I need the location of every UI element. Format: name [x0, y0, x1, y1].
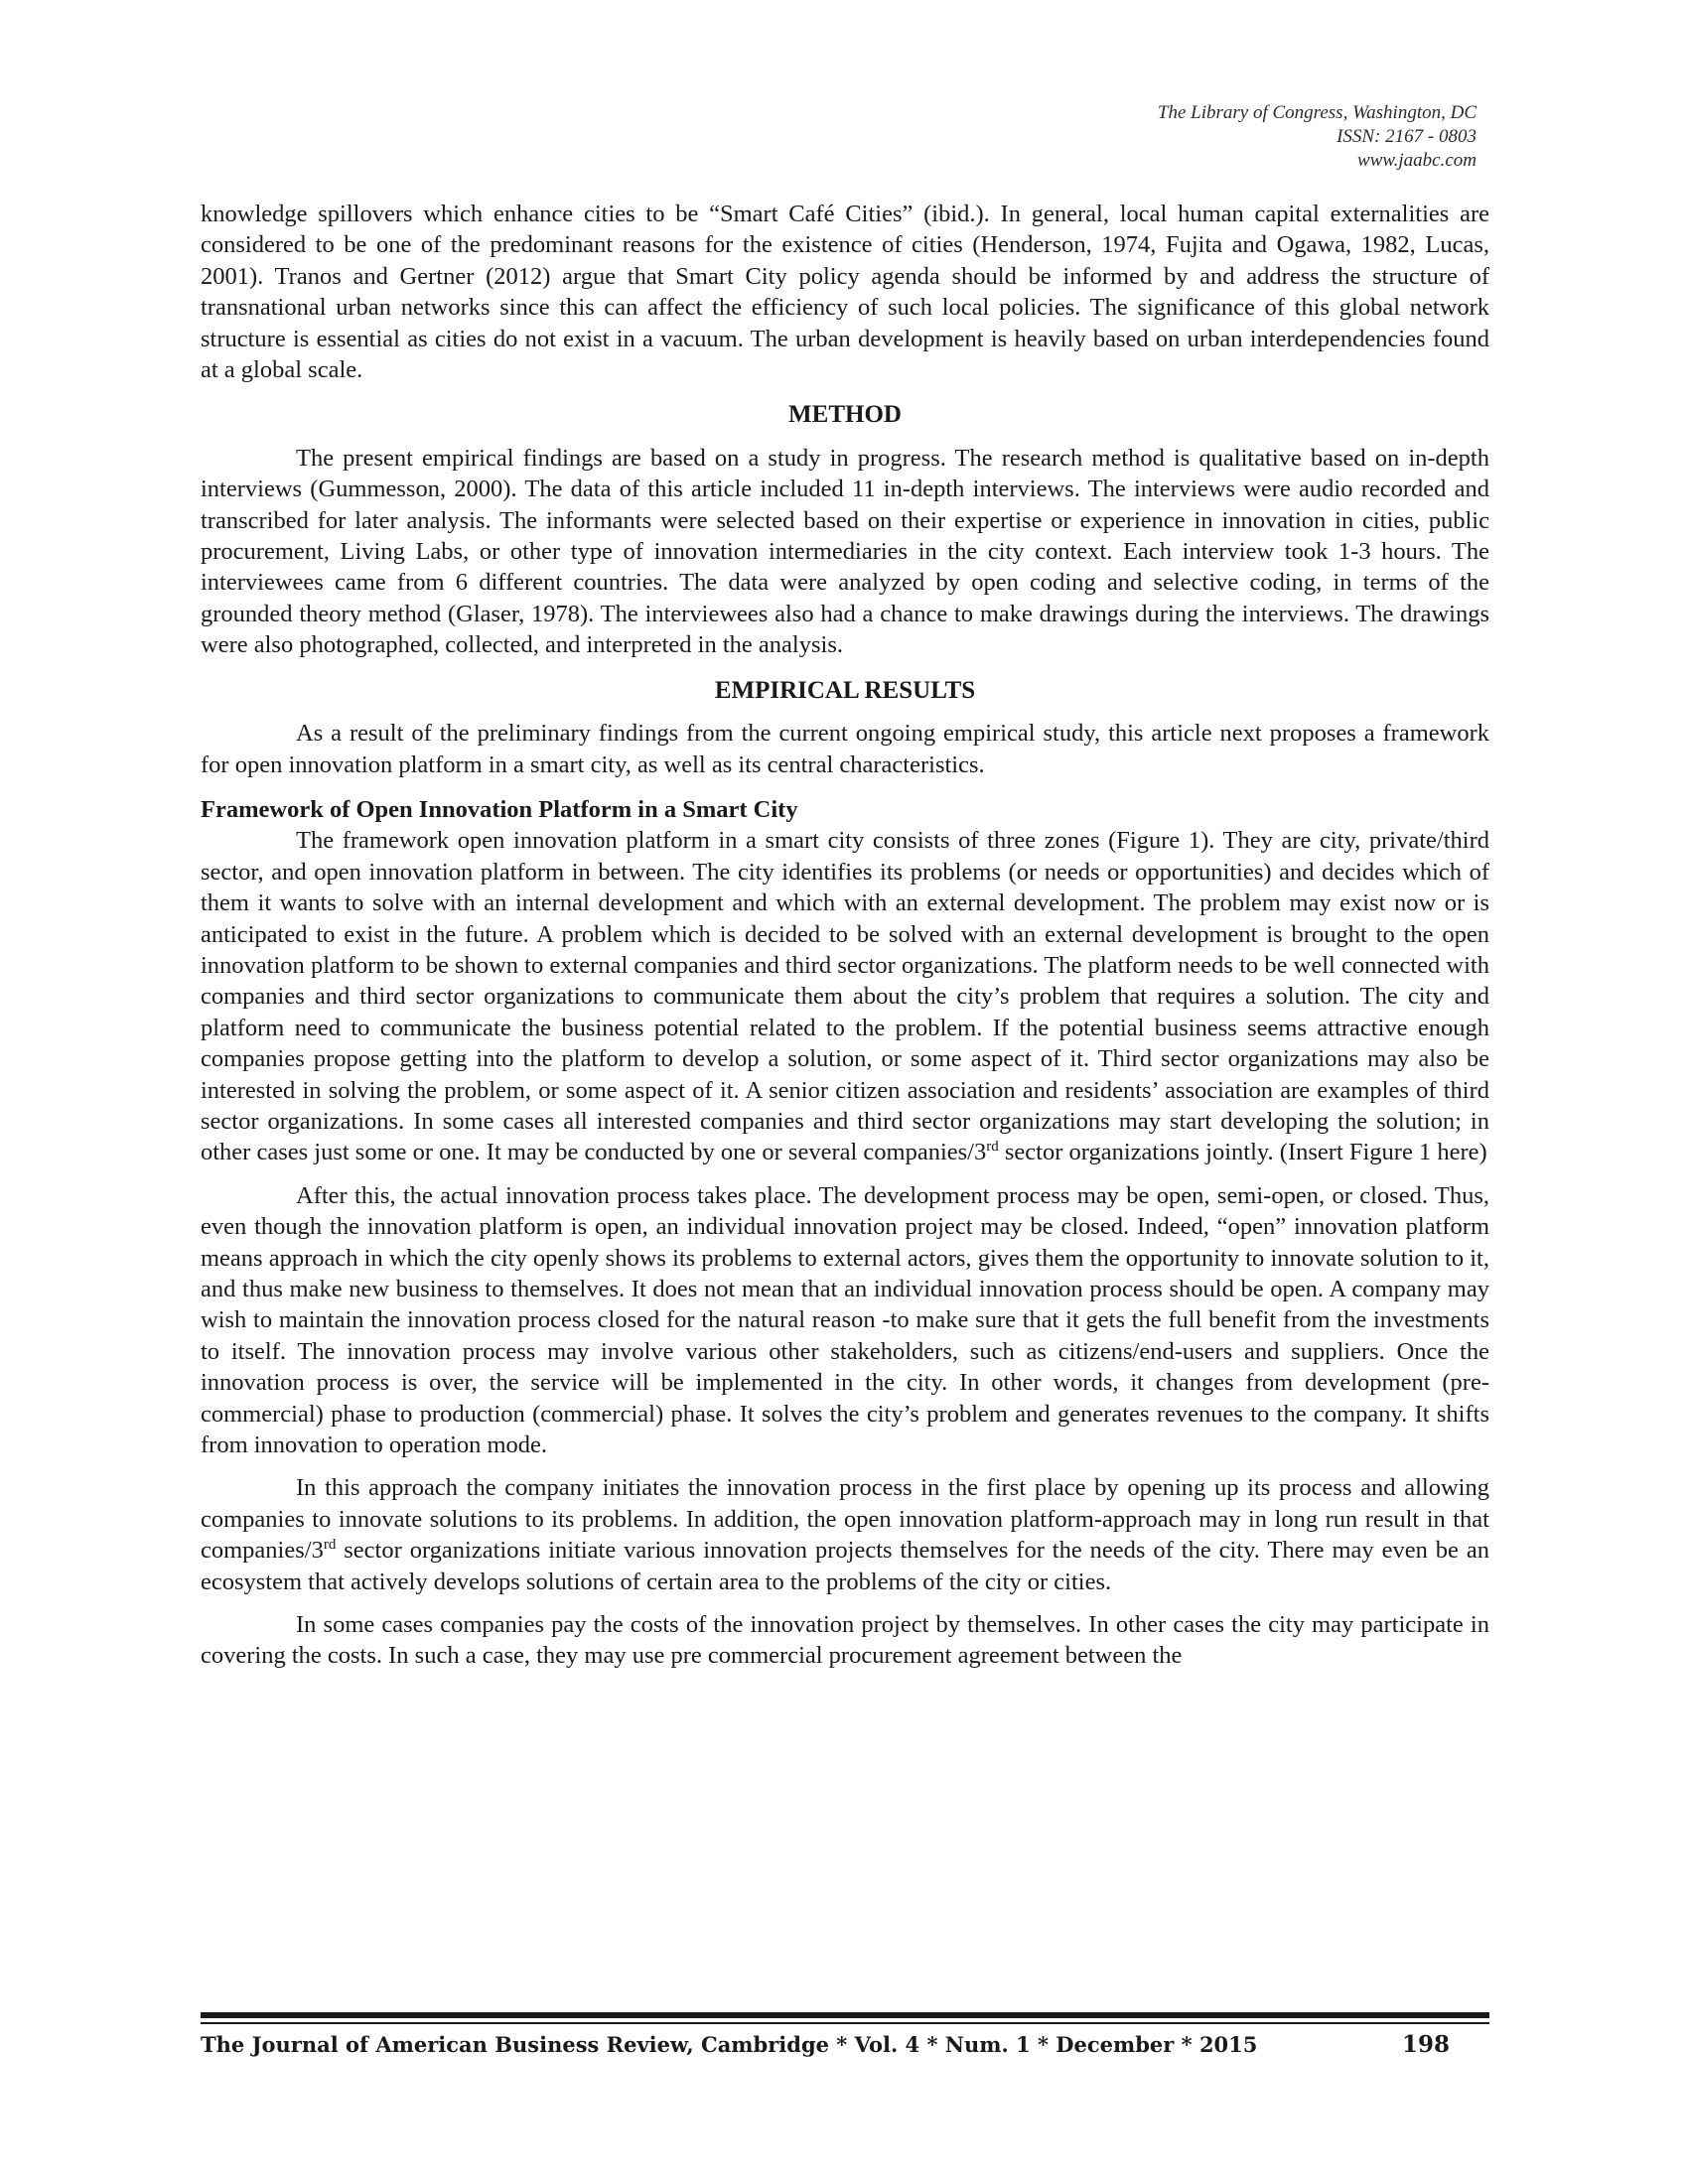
framework-superscript: rd	[986, 1139, 999, 1156]
process-paragraph: After this, the actual innovation process takes place. The development process may be open, semi-open, or closed. Thus, even though the innovation platform is open, an individual innovation project may be closed. Indeed, “open” innovation platform means approach in which the city openly shows its problems to external actors, gives them the opportunity to innovate solution to it, and thus make new business to themselves. It does not mean that an individual innovation process should be open. A company may wish to maintain the innovation process closed for the natural reason -to make sure that it gets the full benefit from the investments to itself. The innovation process may involve various other stakeholders, such as citizens/end-users and suppliers. Once the innovation process is over, the service will be implemented in the city. In other words, it changes from development (pre-commercial) phase to production (commercial) phase. It solves the city’s problem and generates revenues to the company. It shifts from innovation to operation mode.	[201, 1181, 1489, 1459]
approach-text-a: In this approach the company initiates the innovation process in the first place by opening up its process and allowing companies to innovate solutions to its problems. In addition, the open innovation platform-approach may in long run result in that companies/3	[201, 1474, 1489, 1565]
header-website-line: www.jaabc.com	[1357, 150, 1477, 171]
header-library-line: The Library of Congress, Washington, DC	[1157, 102, 1477, 123]
footer-journal-citation: The Journal of American Business Review, Cambridge * Vol. 4 * Num. 1 * December * 2015	[201, 2032, 1258, 2057]
approach-superscript: rd	[323, 1537, 337, 1554]
framework-text-b: sector organizations jointly. (Insert Figure 1 here)	[998, 1139, 1487, 1166]
footer-rule-thin	[201, 2022, 1489, 2024]
empirical-results-heading: EMPIRICAL RESULTS	[714, 676, 976, 704]
framework-text-a: The framework open innovation platform in a smart city consists of three zones (Figure 1). They are city, private/third sector, and open innovation platform in between. The city identifies its problems (or needs or opportunities) and decides which of them it wants to solve with an internal development and which with an external development. The problem may exist now or is anticipated to exist in the future. A problem which is decided to be solved with an external development is brought to the open innovation platform to be shown to external companies and third sector organizations. The platform needs to be well connected with companies and third sector organizations to communicate them about the city’s problem that requires a solution. The city and platform need to communicate the business potential related to the problem. If the potential business seems attractive enough companies propose getting into the platform to develop a solution, or some aspect of it. Third sector organizations may also be interested in solving the problem, or some aspect of it. A senior citizen association and residents’ association are examples of third sector organizations. In some cases all interested companies and third sector organizations may start developing the solution; in other cases just some or one. It may be conducted by one or several companies/3	[201, 827, 1489, 1166]
intro-paragraph: knowledge spillovers which enhance cities to be “Smart Café Cities” (ibid.). In general, local human capital externalities are considered to be one of the predominant reasons for the existence of cities (Henderson, 1974, Fujita and Ogawa, 1982, Lucas, 2001). Tranos and Gertner (2012) argue that Smart City policy agenda should be informed by and address the structure of transnational urban networks since this can affect the efficiency of such local policies. The significance of this global network structure is essential as cities do not exist in a vacuum. The urban development is heavily based on urban interdependencies found at a global scale.	[201, 201, 1489, 384]
footer-rule-thick	[201, 2012, 1489, 2018]
article-body	[201, 199, 1489, 1672]
framework-subheading: Framework of Open Innovation Platform in a Smart City	[201, 795, 798, 823]
page-number: 198	[1401, 2031, 1450, 2058]
method-heading: METHOD	[788, 401, 902, 429]
approach-text-b: sector organizations initiate various innovation projects themselves for the needs of the city. There may even be an ecosystem that actively develops solutions of certain area to the problems of the city or cities.	[201, 1537, 1489, 1595]
approach-paragraph	[201, 1472, 1489, 1597]
costs-paragraph: In some cases companies pay the costs of the innovation project by themselves. In other cases the city may participate in covering the costs. In such a case, they may use pre commercial procurement agreement between the	[201, 1611, 1489, 1670]
header-issn-line: ISSN: 2167 - 0803	[1336, 126, 1477, 147]
results-paragraph: As a result of the preliminary findings from the current ongoing empirical study, this article next proposes a framework for open innovation platform in a smart city, as well as its central characteristics.	[201, 720, 1489, 778]
method-paragraph: The present empirical findings are based on a study in progress. The research method is qualitative based on in-depth interviews (Gummesson, 2000). The data of this article included 11 in-depth interviews. The interviews were audio recorded and transcribed for later analysis. The informants were selected based on their expertise or experience in innovation in cities, public procurement, Living Labs, or other type of innovation intermediaries in the city context. Each interview took 1-3 hours. The interviewees came from 6 different countries. The data were analyzed by open coding and selective coding, in terms of the grounded theory method (Glaser, 1978). The interviewees also had a chance to make drawings during the interviews. The drawings were also photographed, collected, and interpreted in the analysis.	[201, 444, 1489, 659]
framework-paragraph	[201, 825, 1489, 1167]
page-header	[1158, 101, 1477, 173]
